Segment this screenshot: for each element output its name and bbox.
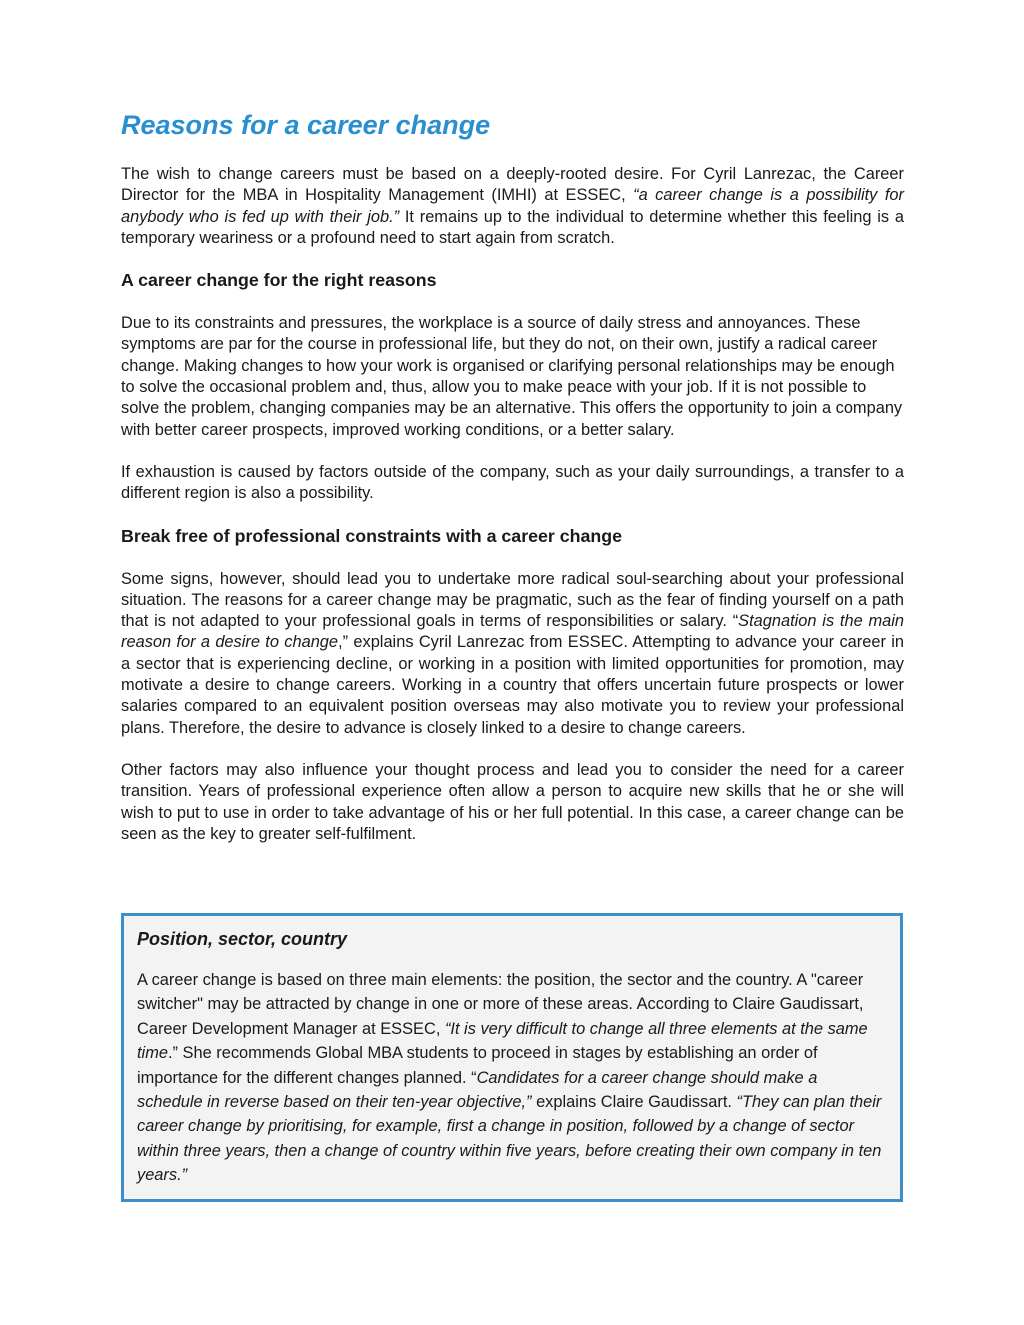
section2-text-b: ,” explains Cyril Lanrezac from ESSEC. Attempting to advance your career in a sector that is experiencing decline, or working in a position with limited opportunities for promotion, may motivate a desire to change careers. Working in a country that offers uncertain future prospects or lower salaries compared to an equivalent position overseas may also motivate you to review your professional plans. Therefore, the desire to advance is closely linked to a desire to change careers.	[121, 633, 904, 737]
section1-paragraph-1: Due to its constraints and pressures, the workplace is a source of daily stress and annoyances. These symptoms are par for the course in professional life, but they do not, on their own, justify a radical career change. Making changes to how your work is organised or clarifying personal relationships may be enough to solve the occasional problem and, thus, allow you to make peace with your job. If it is not possible to solve the problem, changing companies may be an alternative. This offers the opportunity to join a company with better career prospects, improved working conditions, or a better salary.	[121, 314, 903, 439]
box-quote-1: “It is very difficult to change all three elements at the same time	[137, 1019, 868, 1063]
box-title: Position, sector, country	[137, 929, 348, 949]
sidebar-box	[121, 913, 903, 1202]
section2-quote: Stagnation is the main reason for a desire to change	[121, 612, 905, 652]
box-paragraph	[137, 968, 882, 1188]
sidebar-box-content	[137, 925, 882, 1188]
box-text-1: A career change is based on three main elements: the position, the sector and the country. A "career switcher" may be attracted by change in one or more of these areas. According to Claire Gaudissart, Career Development Manager at ESSEC,	[137, 971, 864, 1038]
box-text-2: .” She recommends Global MBA students to proceed in stages by establishing an order of importance for the different changes planned. “	[137, 1044, 818, 1087]
intro-text-2: It remains up to the individual to determine whether this feeling is a temporary weariness or a profound need to start again from scratch.	[121, 207, 904, 247]
intro-text-1: The wish to change careers must be based on a deeply-rooted desire. For Cyril Lanrezac, the Career Director for the MBA in Hospitality Management (IMHI) at ESSEC,	[121, 165, 904, 205]
article	[121, 108, 904, 845]
section-heading-break-free: Break free of professional constraints with a career change	[121, 525, 623, 546]
section-heading-right-reasons: A career change for the right reasons	[121, 270, 437, 291]
box-text-3: explains Claire Gaudissart.	[531, 1093, 737, 1112]
section2-paragraph-2: Other factors may also influence your thought process and lead you to consider the need for a career transition. Years of professional experience often allow a person to acquire new skills that he or she will wish to put to use in order to take advantage of his or her full potential. In this case, a career change can be seen as the key to greater self-fulfilment.	[121, 760, 904, 843]
intro-quote: “a career change is a possibility for anybody who is fed up with their job.”	[121, 186, 904, 226]
section1-paragraph-2: If exhaustion is caused by factors outside of the company, such as your daily surroundings, a transfer to a different region is also a possibility.	[121, 462, 904, 503]
box-quote-3: “They can plan their career change by prioritising, for example, first a change in position, followed by a change of sector within three years, then a change of country within five years, before creating their own company in ten years.”	[137, 1093, 882, 1185]
section2-text-a: Some signs, however, should lead you to undertake more radical soul-searching about your professional situation. The reasons for a career change may be pragmatic, such as the fear of finding yourself on a path that is not adapted to your professional goals in terms of responsibilities or salary. “	[121, 569, 904, 631]
intro-paragraph	[121, 164, 904, 249]
box-quote-2: Candidates for a career change should make a schedule in reverse based on their ten-year objective,”	[137, 1068, 818, 1112]
section2-paragraph-1	[121, 569, 904, 739]
page-title: Reasons for a career change	[121, 110, 491, 140]
